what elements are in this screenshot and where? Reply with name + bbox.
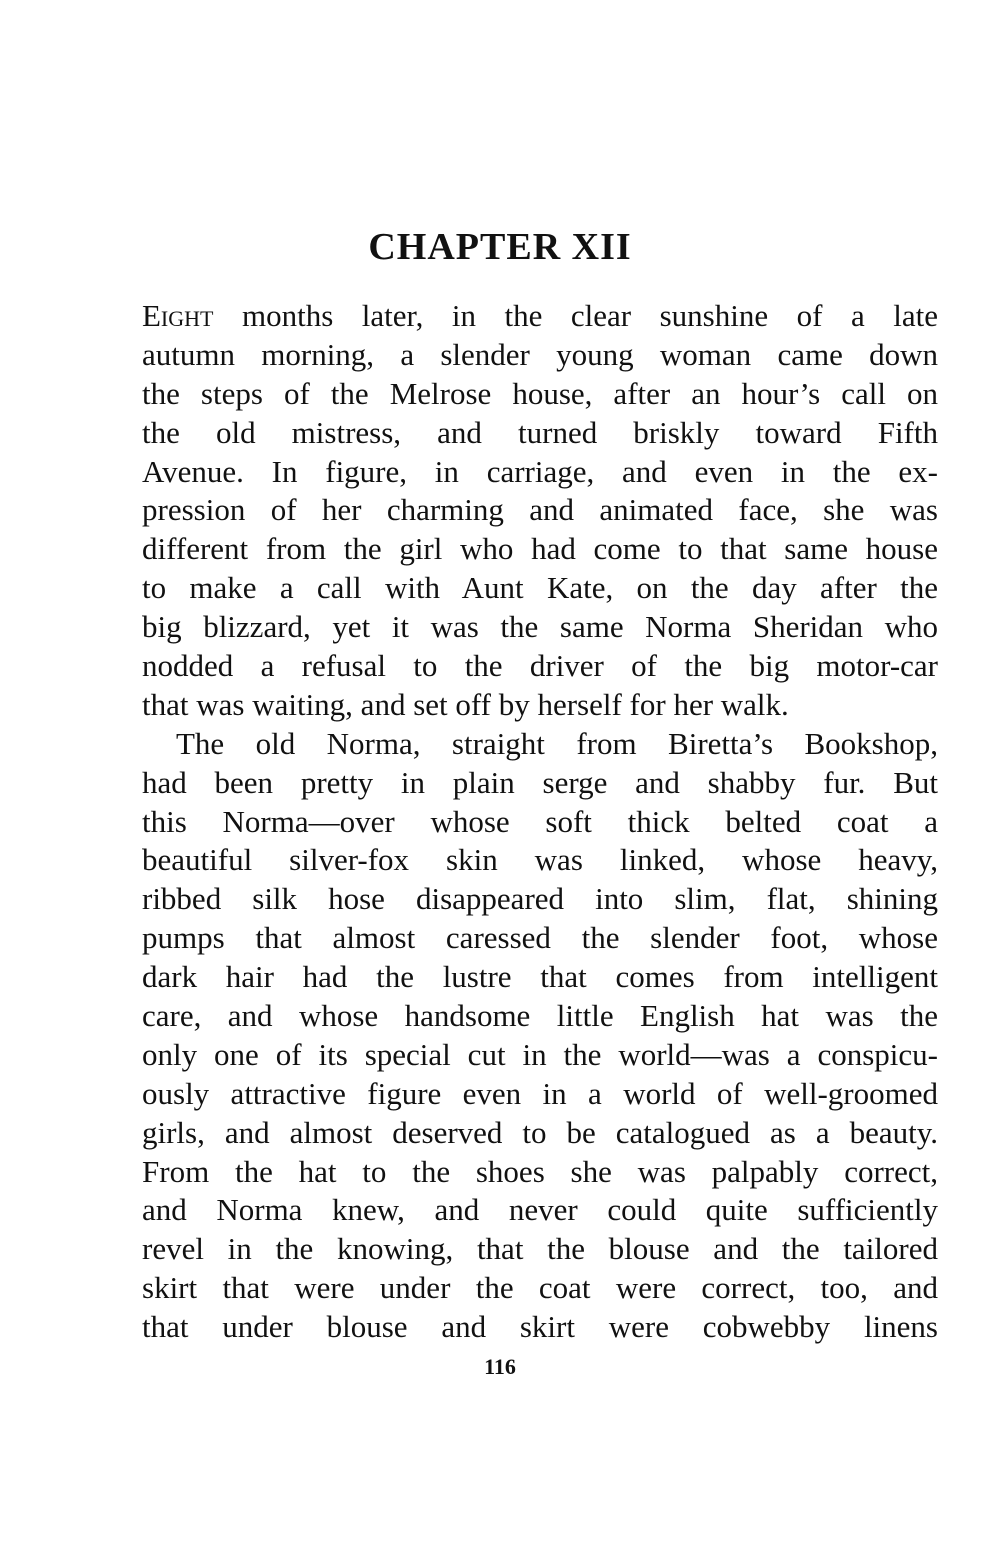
text-line: girls, and almost deserved to be catalogued as a beauty. <box>142 1114 938 1150</box>
text-line: only one of its special cut in the world—was a conspicu- <box>142 1036 938 1072</box>
text-line: ously attractive figure even in a world of well-groomed <box>142 1075 938 1111</box>
text-line: beautiful silver-fox skin was linked, whose heavy, <box>142 842 938 878</box>
text-line: autumn morning, a slender young woman came down <box>142 336 938 372</box>
text-line: and Norma knew, and never could quite sufficiently <box>142 1192 938 1228</box>
text-line: different from the girl who had come to that same house <box>142 531 938 567</box>
text-line: that was waiting, and set off by herself for her walk. <box>142 686 789 722</box>
text-line: the old mistress, and turned briskly toward Fifth <box>142 414 938 450</box>
text-line: Eight months later, in the clear sunshine of a late <box>142 298 938 333</box>
text-line: to make a call with Aunt Kate, on the day after the <box>142 570 938 606</box>
text-line: skirt that were under the coat were correct, too, and <box>142 1270 938 1306</box>
text-line: had been pretty in plain serge and shabby fur. But <box>142 764 938 800</box>
text-line: ribbed silk hose disappeared into slim, flat, shining <box>142 881 938 917</box>
text-line: the steps of the Melrose house, after an hour’s call on <box>142 375 938 411</box>
text-line: revel in the knowing, that the blouse and the tailored <box>142 1231 938 1267</box>
text-line: nodded a refusal to the driver of the big motor-car <box>142 648 938 684</box>
text-line: From the hat to the shoes she was palpably correct, <box>142 1153 938 1189</box>
chapter-heading: CHAPTER XII <box>368 226 632 268</box>
text-line: dark hair had the lustre that comes from intelligent <box>142 959 938 995</box>
text-line: The old Norma, straight from Biretta’s Bookshop, <box>176 725 938 761</box>
text-line: pression of her charming and animated face, she was <box>142 492 938 528</box>
text-line: this Norma—over whose soft thick belted coat a <box>142 803 938 839</box>
lead-word: Eight <box>142 298 214 333</box>
text-line: big blizzard, yet it was the same Norma Sheridan who <box>142 609 938 645</box>
page-number: 116 <box>484 1354 516 1379</box>
text-line: pumps that almost caressed the slender foot, whose <box>142 920 938 956</box>
body-text <box>142 297 938 1347</box>
text-line: care, and whose handsome little English hat was the <box>142 998 938 1034</box>
text-line: Avenue. In figure, in carriage, and even in the ex- <box>142 453 938 489</box>
text-line: that under blouse and skirt were cobwebby linens <box>142 1309 938 1345</box>
